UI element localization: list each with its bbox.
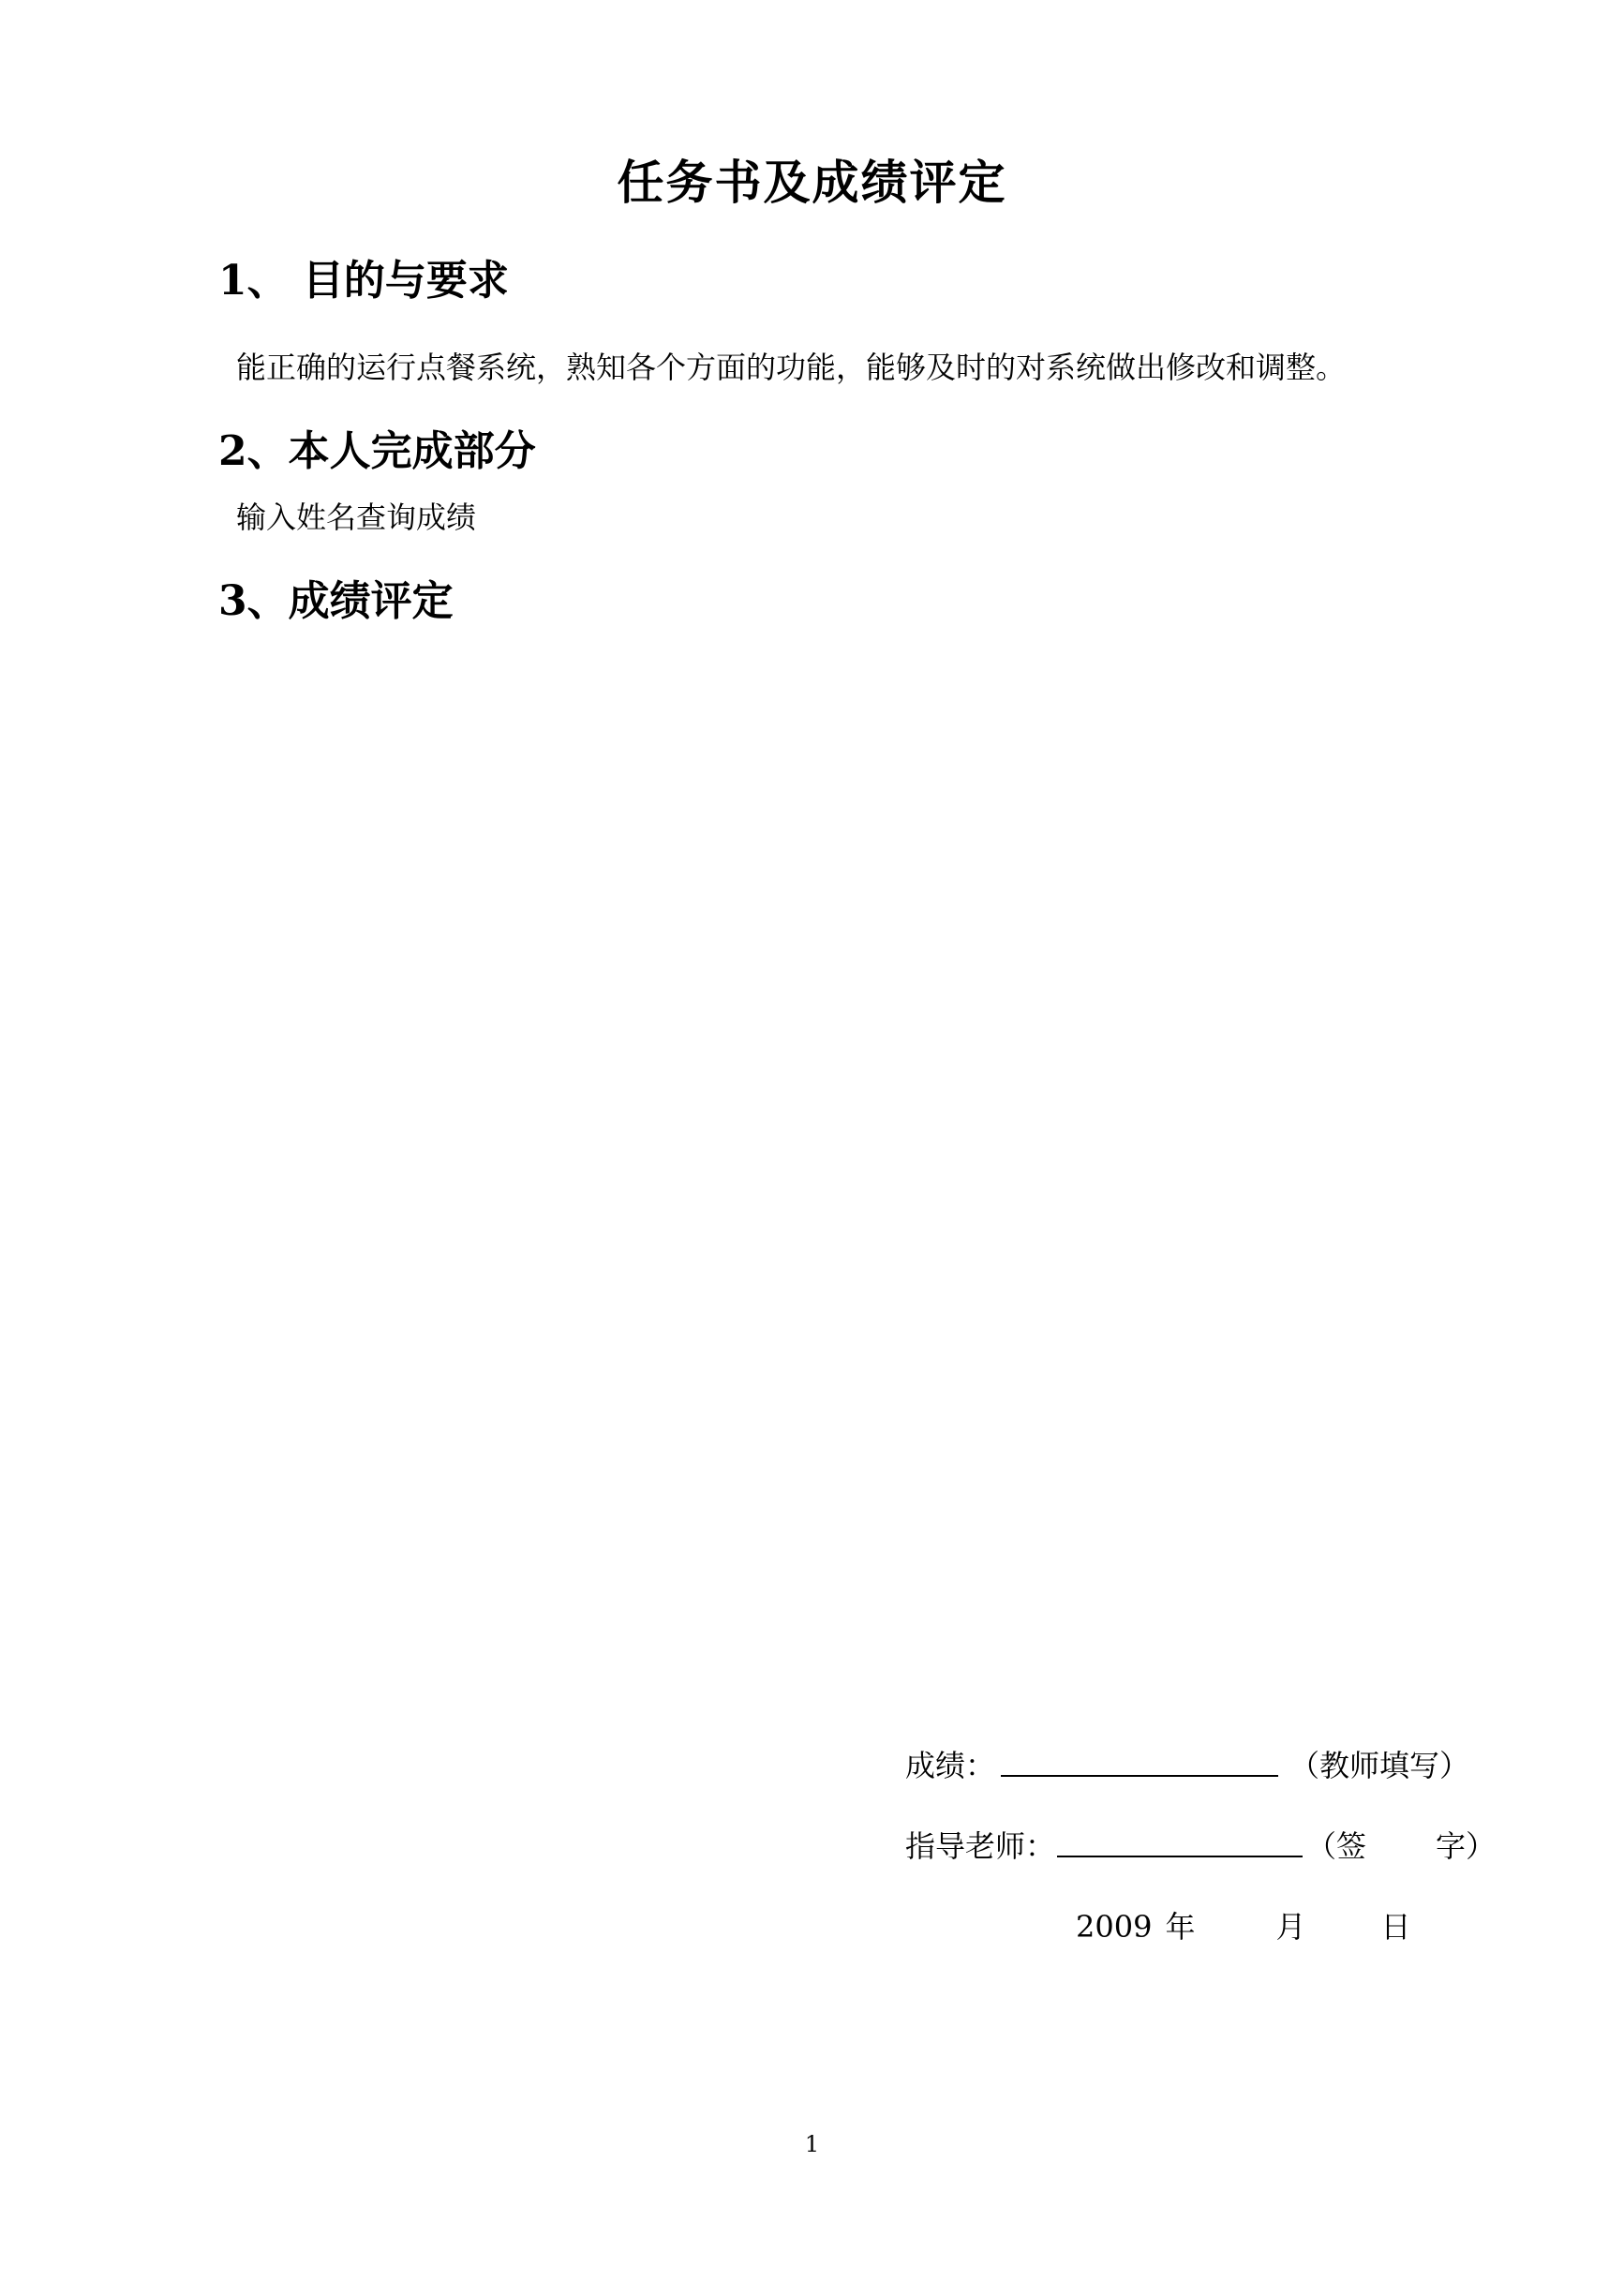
date-month-unit: 月 <box>1275 1909 1306 1945</box>
date-row <box>1076 1909 1411 1945</box>
page-number: 1 <box>804 2131 820 2157</box>
grade-note: （教师填写） <box>1289 1748 1470 1783</box>
grade-row <box>905 1748 1470 1783</box>
document-title: 任务书及成绩评定 <box>617 155 1007 210</box>
section-heading-purpose: 1、 目的与要求 <box>218 257 509 305</box>
section-body-own-work: 输入姓名查询成绩 <box>236 499 477 535</box>
sign-close: 字） <box>1436 1828 1497 1864</box>
date-year-unit: 年 <box>1165 1909 1196 1945</box>
sign-open: （签 <box>1306 1828 1367 1864</box>
date-year: 2009 <box>1076 1909 1153 1945</box>
teacher-row <box>905 1828 1497 1864</box>
section-heading-own-work: 2、本人完成部分 <box>218 427 536 475</box>
teacher-blank-line[interactable] <box>1057 1855 1303 1857</box>
grade-label: 成绩： <box>905 1748 996 1783</box>
teacher-label: 指导老师： <box>905 1828 1056 1864</box>
grade-blank-line[interactable] <box>1001 1774 1278 1777</box>
section-body-purpose: 能正确的运行点餐系统，熟知各个方面的功能，能够及时的对系统做出修改和调整。 <box>236 350 1347 385</box>
section-heading-grade: 3、成绩评定 <box>218 577 454 625</box>
date-day-unit: 日 <box>1380 1909 1411 1945</box>
